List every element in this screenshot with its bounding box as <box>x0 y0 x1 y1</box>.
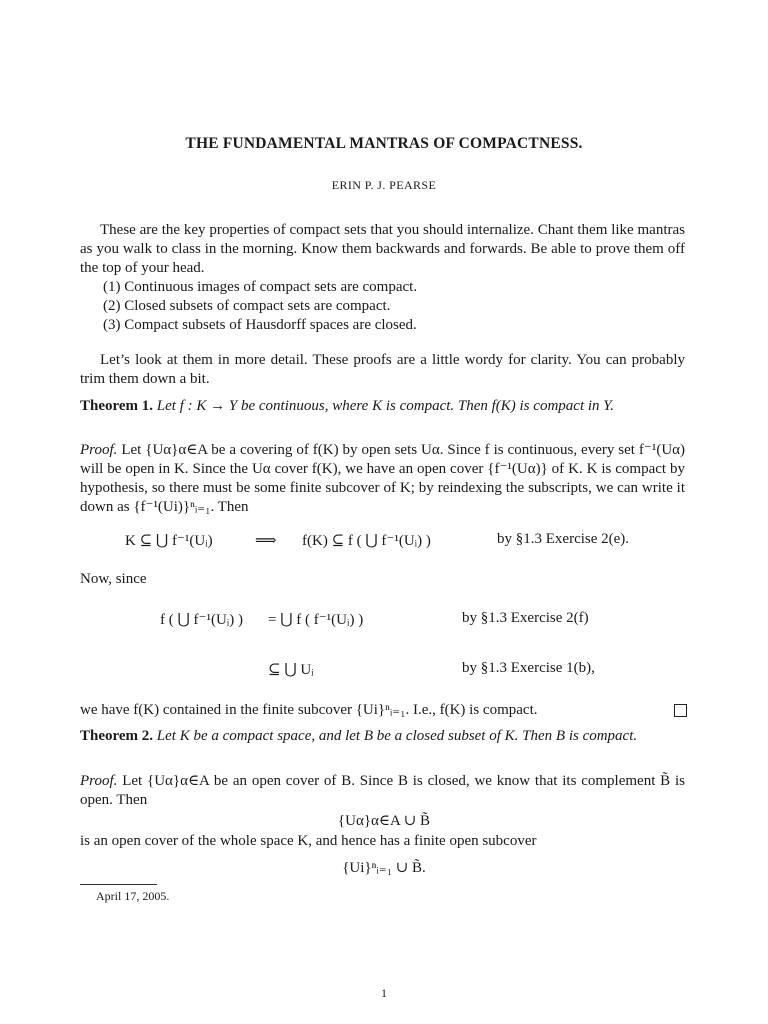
page-title: THE FUNDAMENTAL MANTRAS OF COMPACTNESS. <box>185 135 583 152</box>
footnote-rule <box>80 884 157 885</box>
equation-1-reason: by §1.3 Exercise 2(e). <box>497 531 630 547</box>
theorem-statement: Let f : K → Y be continuous, where K is compact. Then f(K) is compact in Y. <box>156 398 615 414</box>
equation-1-lhs: K ⊆ ⋃ f⁻¹(Uᵢ) <box>125 533 213 549</box>
page-number: 1 <box>381 986 387 1000</box>
proof-label: Proof. <box>80 773 118 789</box>
implies-symbol: ⟹ <box>255 533 277 549</box>
qed-box <box>674 704 687 717</box>
equation-2-line-1-rhs: = ⋃ f ( f⁻¹(Uᵢ) ) <box>268 612 364 628</box>
proof-label: Proof. <box>80 442 118 458</box>
mantra-list <box>103 278 417 335</box>
proof-text: Let {Uα}α∈A be an open cover of B. Since B is closed, we know that its complement B̃ is open. Then <box>80 773 685 808</box>
conclusion-1: we have f(K) contained in the finite subcover {Ui}ⁿᵢ₌₁. I.e., f(K) is compact. <box>80 702 538 718</box>
theorem-2 <box>80 727 685 746</box>
theorem-statement: Let K be a compact space, and let B be a closed subset of K. Then B is compact. <box>156 728 638 744</box>
equation-2-line-1-lhs: f ( ⋃ f⁻¹(Uᵢ) ) <box>160 612 243 628</box>
list-item: (1) Continuous images of compact sets are compact. <box>103 279 418 295</box>
now-since-text: Now, since <box>80 571 147 587</box>
list-item: (2) Closed subsets of compact sets are compact. <box>103 298 391 314</box>
equation-2-line-2-reason: by §1.3 Exercise 1(b), <box>462 660 595 676</box>
display-union-2: {Ui}ⁿᵢ₌₁ ∪ B̃. <box>342 860 426 876</box>
equation-2-line-1-reason: by §1.3 Exercise 2(f) <box>462 610 589 626</box>
intro-paragraph: These are the key properties of compact sets that you should internalize. Chant them like mantras as you walk to class in the morning. Know them backwards and forwards. Be able to prove them off the top of your head. <box>80 222 685 276</box>
theorem-label: Theorem 1. <box>80 398 154 414</box>
list-item: (3) Compact subsets of Hausdorff spaces are closed. <box>103 317 417 333</box>
author-line: ERIN P. J. PEARSE <box>331 178 437 192</box>
proof-text: Let {Uα}α∈A be a covering of f(K) by open sets Uα. Since f is continuous, every set f⁻¹(Uα) will be open in K. Since the Uα cover f(K), we have an open cover {f⁻¹(Uα)} of K. K is compact by hypothesis, so there must be some finite subcover of K; by reindexing the subscripts, we can write it down as {f⁻¹(Ui)}ⁿᵢ₌₁. Then <box>80 442 686 515</box>
proof-2 <box>80 772 685 810</box>
theorem-1 <box>80 397 685 416</box>
display-union-1: {Uα}α∈A ∪ B̃ <box>337 813 431 829</box>
theorem-label: Theorem 2. <box>80 728 154 744</box>
footnote-date: April 17, 2005. <box>96 889 170 903</box>
equation-1-rhs: f(K) ⊆ f ( ⋃ f⁻¹(Uᵢ) ) <box>302 533 431 549</box>
proof-1 <box>80 441 685 517</box>
equation-2-line-2-rhs: ⊆ ⋃ Uᵢ <box>268 662 314 678</box>
proof-2-continued: is an open cover of the whole space K, and hence has a finite open subcover <box>80 833 537 849</box>
detail-paragraph: Let’s look at them in more detail. These proofs are a little wordy for clarity. You can probably trim them down a bit. <box>80 352 685 387</box>
